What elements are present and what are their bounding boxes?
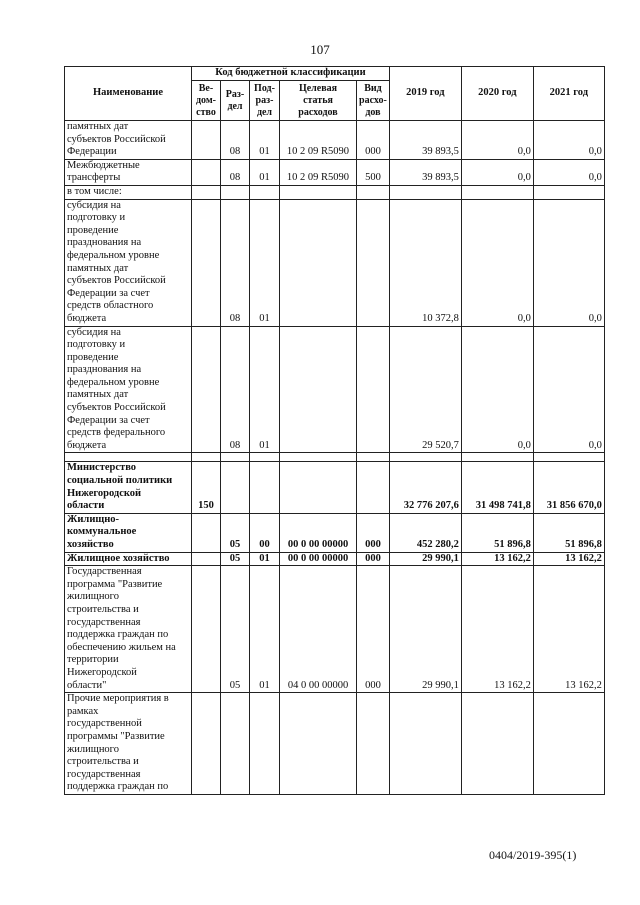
row-2020: 0,0 (461, 159, 533, 185)
row-target-article (280, 326, 357, 453)
row-target-article (280, 462, 357, 513)
row-razdel: 05 (221, 552, 250, 566)
row-2019 (389, 185, 461, 199)
row-expense-type: 000 (357, 566, 390, 693)
row-2020: 0,0 (461, 199, 533, 326)
header-2021: 2021 год (533, 67, 604, 121)
row-razdel (221, 453, 250, 462)
row-name: Жилищно- коммунальное хозяйство (65, 513, 192, 552)
row-2021 (533, 453, 604, 462)
table-row (65, 159, 605, 185)
row-target-article (280, 693, 357, 795)
row-razdel (221, 462, 250, 513)
row-razdel: 08 (221, 159, 250, 185)
row-2020 (461, 453, 533, 462)
row-vedomstvo (192, 185, 221, 199)
row-2020: 13 162,2 (461, 566, 533, 693)
row-razdel: 08 (221, 121, 250, 160)
row-2021: 13 162,2 (533, 552, 604, 566)
row-2021: 0,0 (533, 326, 604, 453)
row-expense-type: 000 (357, 121, 390, 160)
row-2020: 13 162,2 (461, 552, 533, 566)
row-2020: 31 498 741,8 (461, 462, 533, 513)
row-2021 (533, 693, 604, 795)
row-2021: 51 896,8 (533, 513, 604, 552)
row-2019 (389, 693, 461, 795)
row-2021 (533, 185, 604, 199)
row-name (65, 453, 192, 462)
row-vedomstvo (192, 159, 221, 185)
row-2019: 10 372,8 (389, 199, 461, 326)
row-name: субсидия на подготовку и проведение празднования на федеральном уровне памятных дат субъектов Российской Федерации за счет средств федерального бюджета (65, 326, 192, 453)
row-name: субсидия на подготовку и проведение празднования на федеральном уровне памятных дат субъектов Российской Федерации за счет средств областного бюджета (65, 199, 192, 326)
table-row (65, 453, 605, 462)
row-target-article: 10 2 09 R5090 (280, 121, 357, 160)
row-2019: 452 280,2 (389, 513, 461, 552)
row-2020: 51 896,8 (461, 513, 533, 552)
row-podrazdel: 00 (250, 513, 280, 552)
row-vedomstvo (192, 566, 221, 693)
page-number: 107 (310, 42, 330, 57)
row-2021: 0,0 (533, 159, 604, 185)
row-podrazdel: 01 (250, 121, 280, 160)
row-2021: 0,0 (533, 199, 604, 326)
table-row (65, 566, 605, 693)
budget-table (64, 66, 605, 795)
row-2020 (461, 693, 533, 795)
table-row (65, 185, 605, 199)
row-2019: 29 990,1 (389, 566, 461, 693)
row-vedomstvo (192, 453, 221, 462)
row-expense-type (357, 185, 390, 199)
header-2020: 2020 год (461, 67, 533, 121)
table-row (65, 121, 605, 160)
row-vedomstvo (192, 121, 221, 160)
header-target-article: Целевая статья расходов (280, 81, 357, 121)
row-name: Прочие мероприятия в рамках государственной программы "Развитие жилищного строительства и государственная поддержка граждан по (65, 693, 192, 795)
row-vedomstvo (192, 199, 221, 326)
row-podrazdel: 01 (250, 159, 280, 185)
row-razdel: 08 (221, 326, 250, 453)
row-name: Межбюджетные трансферты (65, 159, 192, 185)
row-razdel: 05 (221, 513, 250, 552)
row-name: Жилищное хозяйство (65, 552, 192, 566)
row-name: в том числе: (65, 185, 192, 199)
row-2019: 29 990,1 (389, 552, 461, 566)
header-podrazdel: Под- раз- дел (250, 81, 280, 121)
row-name: Министерство социальной политики Нижегородской области (65, 462, 192, 513)
table-row (65, 326, 605, 453)
row-razdel (221, 693, 250, 795)
row-podrazdel: 01 (250, 199, 280, 326)
row-podrazdel: 01 (250, 326, 280, 453)
header-classification-code: Код бюджетной классификации (192, 67, 390, 81)
row-2020: 0,0 (461, 326, 533, 453)
header-razdel: Раз- дел (221, 81, 250, 121)
row-target-article: 00 0 00 00000 (280, 513, 357, 552)
table-row (65, 552, 605, 566)
row-target-article (280, 453, 357, 462)
table-row (65, 199, 605, 326)
table-row (65, 462, 605, 513)
header-name: Наименование (65, 67, 192, 121)
row-podrazdel (250, 693, 280, 795)
row-name: памятных дат субъектов Российской Федерации (65, 121, 192, 160)
row-2019: 32 776 207,6 (389, 462, 461, 513)
header-expense-type: Вид расхо- дов (357, 81, 390, 121)
row-2020: 0,0 (461, 121, 533, 160)
row-2019: 39 893,5 (389, 121, 461, 160)
row-expense-type: 000 (357, 552, 390, 566)
row-2020 (461, 185, 533, 199)
row-vedomstvo (192, 326, 221, 453)
row-vedomstvo (192, 693, 221, 795)
row-podrazdel (250, 185, 280, 199)
row-vedomstvo (192, 513, 221, 552)
row-expense-type: 500 (357, 159, 390, 185)
row-podrazdel (250, 453, 280, 462)
row-podrazdel (250, 462, 280, 513)
row-2021: 0,0 (533, 121, 604, 160)
row-target-article: 10 2 09 R5090 (280, 159, 357, 185)
document-code: 0404/2019-395(1) (489, 848, 577, 862)
row-expense-type (357, 453, 390, 462)
header-vedomstvo: Ве- дом- ство (192, 81, 221, 121)
header-2019: 2019 год (389, 67, 461, 121)
row-2021: 31 856 670,0 (533, 462, 604, 513)
table-row (65, 693, 605, 795)
row-razdel: 08 (221, 199, 250, 326)
row-razdel: 05 (221, 566, 250, 693)
table-row (65, 513, 605, 552)
row-target-article (280, 199, 357, 326)
row-target-article (280, 185, 357, 199)
row-expense-type (357, 199, 390, 326)
row-expense-type: 000 (357, 513, 390, 552)
row-vedomstvo: 150 (192, 462, 221, 513)
row-name: Государственная программа "Развитие жилищного строительства и государственная поддержка граждан по обеспечению жильем на территории Нижегородской области" (65, 566, 192, 693)
row-vedomstvo (192, 552, 221, 566)
row-2019 (389, 453, 461, 462)
row-podrazdel: 01 (250, 566, 280, 693)
row-target-article: 04 0 00 00000 (280, 566, 357, 693)
row-expense-type (357, 693, 390, 795)
row-expense-type (357, 326, 390, 453)
row-2019: 29 520,7 (389, 326, 461, 453)
row-podrazdel: 01 (250, 552, 280, 566)
row-2021: 13 162,2 (533, 566, 604, 693)
row-expense-type (357, 462, 390, 513)
row-target-article: 00 0 00 00000 (280, 552, 357, 566)
row-razdel (221, 185, 250, 199)
row-2019: 39 893,5 (389, 159, 461, 185)
